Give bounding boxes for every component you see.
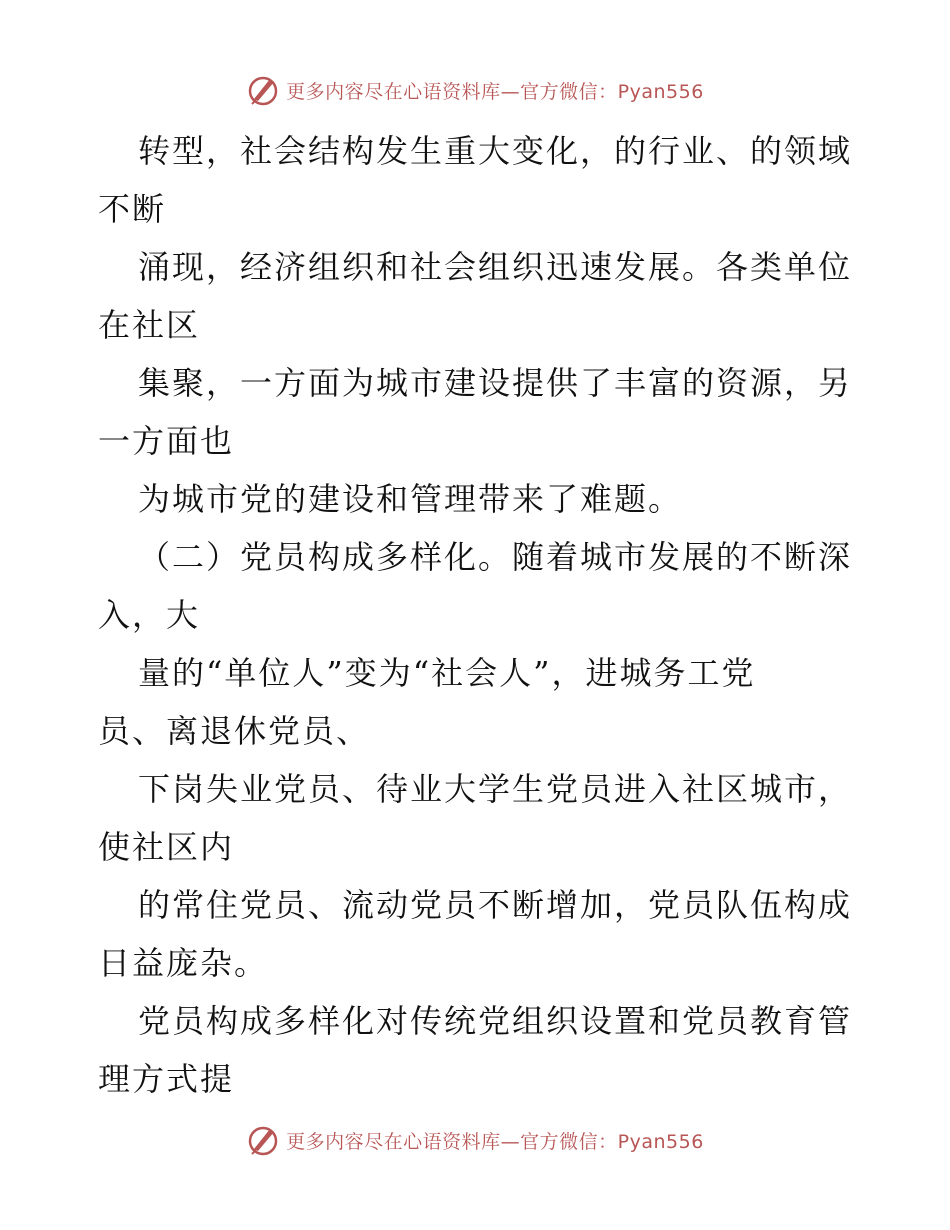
text-line: 为城市党的建设和管理带来了难题。 bbox=[138, 480, 683, 518]
header-banner bbox=[0, 70, 950, 110]
footer-text: 更多内容尽在心语资料库—官方微信：Pyan556 bbox=[286, 1130, 704, 1153]
text-line: 量的“单位人”变为“社会人”，进城务工党 bbox=[138, 654, 756, 692]
text-line: 集聚，一方面为城市建设提供了丰富的资源，另 bbox=[138, 364, 853, 402]
text-line: 员、离退休党员、 bbox=[98, 712, 371, 750]
header-text: 更多内容尽在心语资料库—官方微信：Pyan556 bbox=[286, 80, 704, 103]
text-line: 转型，社会结构发生重大变化，的行业、的领域 bbox=[138, 132, 853, 170]
text-line: 使社区内 bbox=[98, 828, 235, 866]
text-line: 下岗失业党员、待业大学生党员进入社区城市， bbox=[138, 770, 853, 808]
text-line: （二）党员构成多样化。随着城市发展的不断深 bbox=[138, 538, 853, 576]
text-line: 涌现，经济组织和社会组织迅速发展。各类单位 bbox=[138, 248, 853, 286]
footer-banner bbox=[0, 1120, 950, 1160]
text-line: 理方式提 bbox=[98, 1060, 235, 1098]
document-body bbox=[98, 122, 858, 1108]
text-line: 的常住党员、流动党员不断增加，党员队伍构成 bbox=[138, 886, 853, 924]
text-line: 一方面也 bbox=[98, 422, 235, 460]
pen-feather-logo-icon bbox=[246, 73, 280, 107]
text-line: 党员构成多样化对传统党组织设置和党员教育管 bbox=[138, 1002, 853, 1040]
text-line: 在社区 bbox=[98, 306, 201, 344]
pen-feather-logo-icon bbox=[246, 1123, 280, 1157]
text-line: 入，大 bbox=[98, 596, 201, 634]
text-line: 日益庞杂。 bbox=[98, 944, 269, 982]
text-line: 不断 bbox=[98, 190, 167, 228]
